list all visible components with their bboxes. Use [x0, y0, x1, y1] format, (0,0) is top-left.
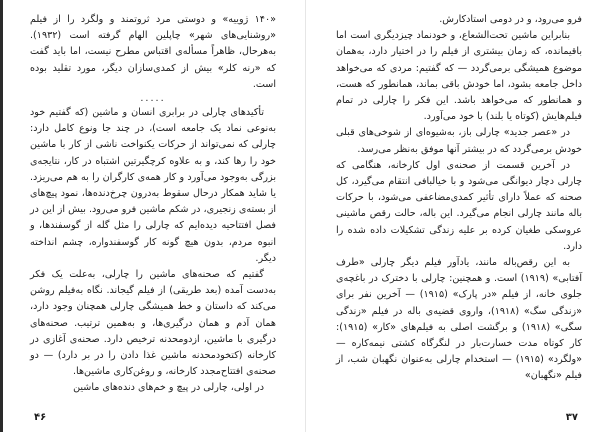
left-paragraph-1: «۱۴۰ ژوییه» و دوستی مرد ثروتمند و ولگرد را از فیلم «روشنایی‌های شهر» چاپلین الهام گرفته است (۱۹۳۲). به‌هرحال، ظاهراً مسأله‌ی اقتباس مطرح نیست، اما باید گفت که «رنه کلر» بیش از کمدی‌سازان دیگر، مورد تقلید بوده است.	[30, 14, 276, 90]
left-page-number: ۴۶	[34, 411, 47, 423]
right-paragraph-4: در آخرین قسمت از صحنه‌ی اول کارخانه، هنگامی که چارلی دچار دیوانگی می‌شود و با خیالبافی انتقام می‌گیرد، کل صحنه که عملاً دارای تأثیر کمدی‌مضاعفی می‌شود، با حرکات باله مانند چارلی انجام می‌گیرد. این باله، حالت رقص ماشینی عروسکی طغیان کرده بر علیه زندگی تشکیلات داده شده را دارد.	[336, 159, 582, 252]
right-paragraph-5: به این رقص‌باله مانند، یادآور فیلم دیگر چارلی «طرف آفتابی» (۱۹۱۹) است. و همچنین: چارلی با دخترک در باغچه‌ی جلوی خانه، از فیلم «در پارک» (۱۹۱۵) — آخرین نفر برای «زندگی سگ» (۱۹۱۸)، واروی قضیه‌ی باله در فیلم «زندگی سگی» (۱۹۱۸) و برگشت اصلی به فیلم‌های «کار» (۱۹۱۵): کار کوتاه مدت خسارت‌بار در لنگرگاه کشتی نیمه‌کاره — «ولگرد» (۱۹۱۵) — استخدام چارلی به‌عنوان نگهبان شب، از فیلم «نگهبان»	[336, 257, 583, 382]
left-paragraph-4: در اولی، چارلی در پیچ و خم‌های دنده‌های ماشین	[73, 382, 264, 394]
right-page-number: ۳۷	[565, 411, 578, 423]
right-paragraph-2: بنابراین ماشین تحت‌الشعاع، و خودنماد چیزدیگری است اما باقیمانده، که زمان بیشتری از فیلم را در اختیار دارد، به‌همان موضوع همیشگی برمی‌گردد — که گفتیم: مردی که می‌خواهد داخل جامعه بشود، اما خودش باقی بماند، همانطور که هست، و همانطور که می‌خواهد باشد. این فکر را چارلی در تمام فیلم‌هایش (کوتاه یا بلند) با خود می‌آورد.	[336, 30, 582, 123]
left-paragraph-2: تأکیدهای چارلی در برابری انسان و ماشین (که گفتیم خود به‌نوعی نماد یک جامعه است)، در چند جا ونوع کامل دارد: چارلی که نمی‌تواند از حرکات یکنواخت ناشی از کار با ماشین خود را رها کند، و به علاوه کرچگیرتین اشتباه در کار، نتایجه‌ی بزرگی به‌وجود می‌آورد و کار همه‌ی کارگران را به هم می‌ریزد. یا شاید همکار درحال سقوط به‌درون چرخ‌دنده‌ها، نمود پیچ‌های از بسته‌ی زنجیری، در شکم ماشین فرو می‌رود. بیش از این در فصل افتتاحیه دیده‌ایم که چارلی را مثل گله از گوسفندها، و انبوه مردم، بدون هیچ گونه کار گوسفندواره، چشم انداخته دیگر.	[30, 107, 276, 264]
right-paragraph-3: در «عصر جدید» چارلی باز، به‌شیوه‌ای از شوخی‌های قبلی خودش برمی‌گردد که در بیشتر آنها موفق به‌نظر می‌رسد.	[336, 127, 582, 155]
section-break-dots: .....	[140, 93, 166, 105]
right-paragraph-1: فرو می‌رود، و در دومی استادکارش.	[439, 14, 582, 25]
right-page	[306, 0, 612, 432]
left-paragraph-3: گفتیم که صحنه‌های ماشین را چارلی، به‌علت یک فکر به‌دست آمده (بعد طریقی) از فیلم گیجاند. نگاه به‌فیلم روشن می‌کند که داستان و خط همیشگی چارلی همچنان وجود دارد، همان آدم و همان درگیری‌ها، و به‌همین ترتیب. صحنه‌های درگیری با ماشین، ازدومحدنه ترخیص دارد. صحنه‌ی آغازی در کارخانه (کتخودمحدنه ماشین غذا دادن را در بر دارد) — دو صحنه‌ی افتتاح‌مجدد کارخانه، و روغن‌کاری ماشین‌ها.	[30, 269, 276, 378]
